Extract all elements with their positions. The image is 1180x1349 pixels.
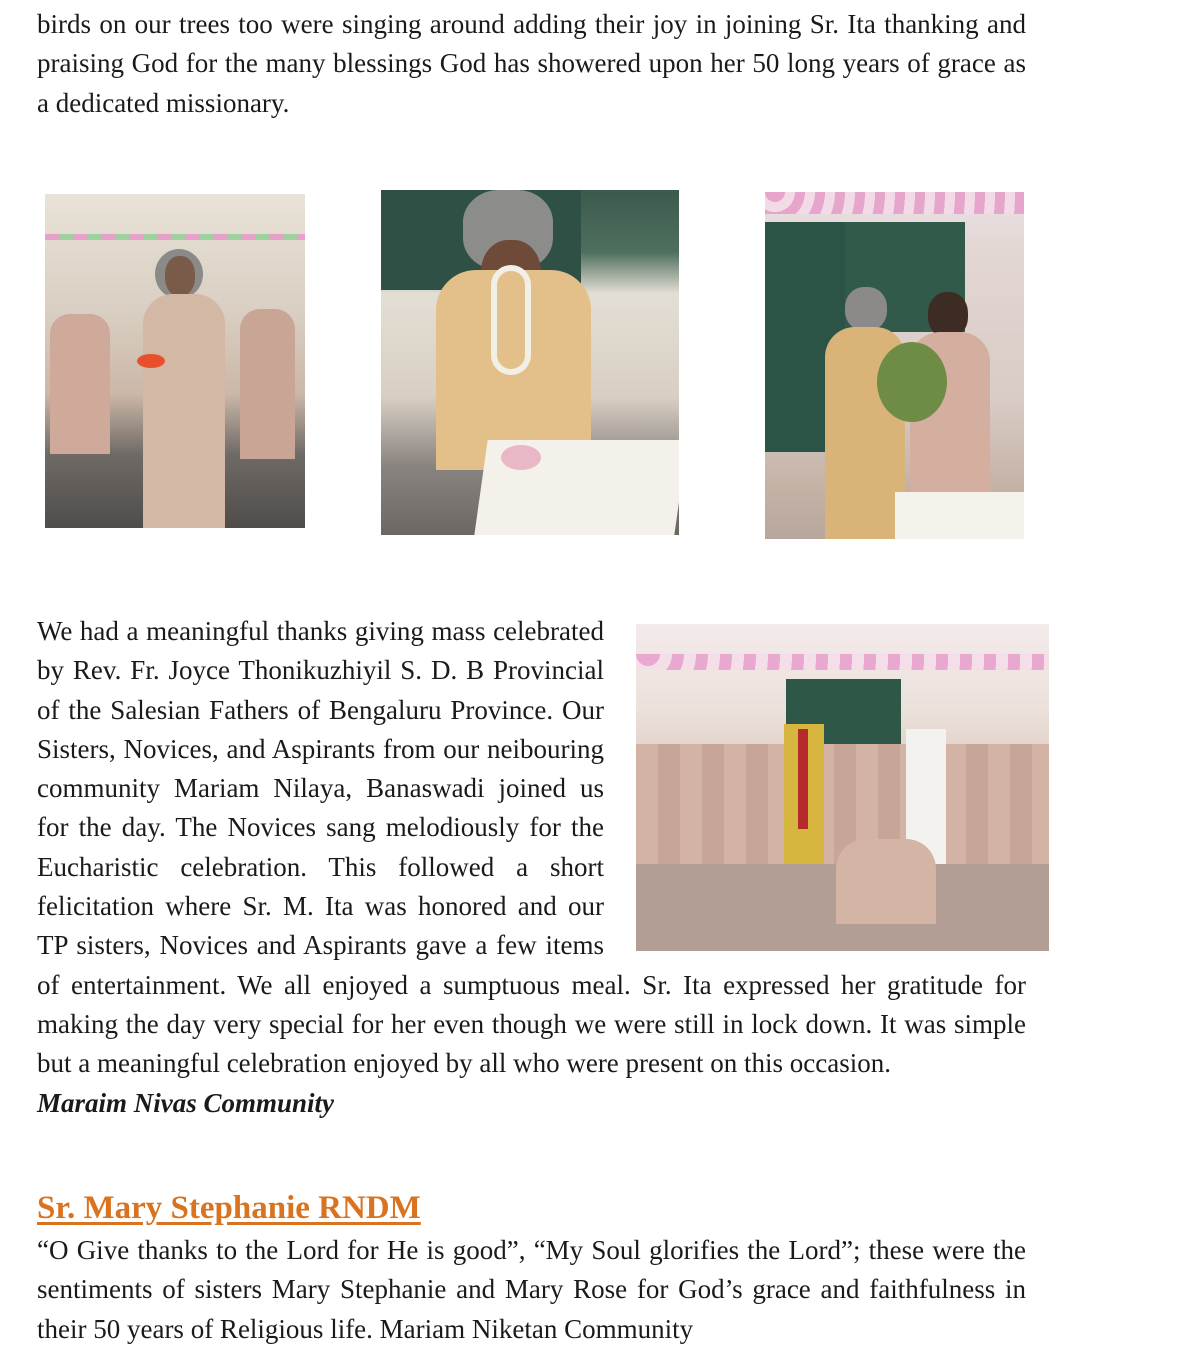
mass-paragraph: We had a meaningful thanks giving mass celebrated by Rev. Fr. Joyce Thonikuzhiyil S. D. B Provincial of the Salesian Fathers of Bengaluru Province. Our Sisters, Novices, and Aspirants from our neibouring community Mariam Nilaya, Banaswadi joined us for the day. The Novices sang melodiously for the Eucharistic celebration. This followed a short felicitation where Sr. M. Ita was honored and our TP sisters, Novices and Aspirants gave a few items of entertainment. We all enjoyed a sumptuous meal. Sr. Ita expressed her gratitude for making the day very special for her even though we were still in lock down. It was simple but a meaningful celebration enjoyed by all who were present on this occasion. <box>37 616 1026 1079</box>
section-heading: Sr. Mary Stephanie RNDM <box>37 1190 421 1226</box>
photo-lamp-lighting <box>45 194 305 528</box>
photo-bouquet <box>765 192 1024 539</box>
community-signature: Maraim Nivas Community <box>37 1087 335 1118</box>
photo-group <box>636 624 1049 951</box>
stephanie-paragraph: “O Give thanks to the Lord for He is good”, “My Soul glorifies the Lord”; these were the sentiments of sisters Mary Stephanie and Mary Rose for God’s grace and faithfulness in their 50 years of Religious life. Mariam Niketan Community <box>37 1235 1026 1344</box>
intro-paragraph: birds on our trees too were singing around adding their joy in joining Sr. Ita thanking and praising God for the many blessings God has showered upon her 50 long years of grace as a dedicated missionary. <box>37 9 1026 118</box>
photo-cake-cutting <box>381 190 679 535</box>
